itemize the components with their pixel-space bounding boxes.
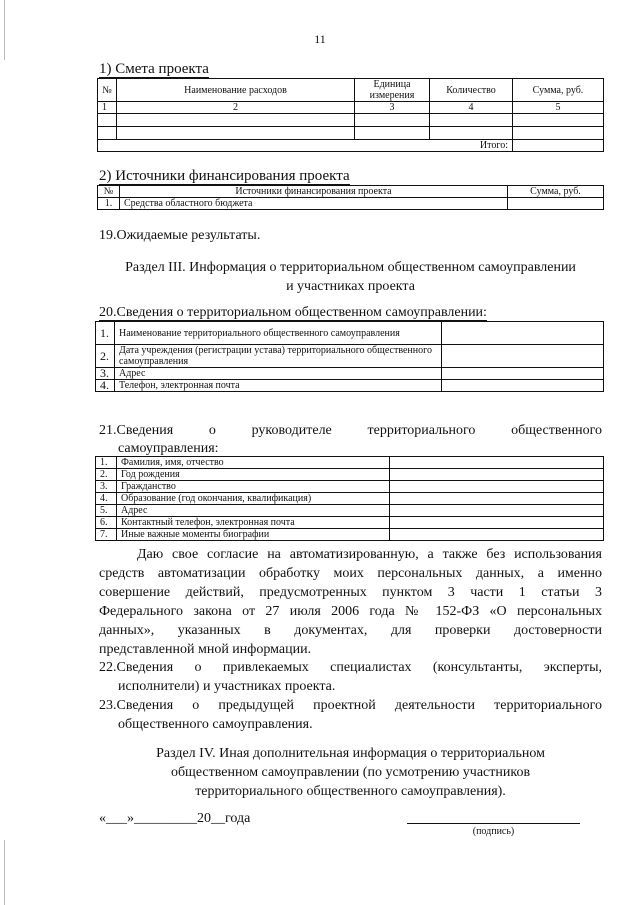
- table-row: [96, 380, 604, 392]
- section4-heading-line: территориального общественного самоуправления).: [195, 784, 506, 799]
- row-value: [390, 469, 604, 481]
- row-number: 4.: [96, 493, 117, 505]
- row-value: [390, 529, 604, 541]
- col-header-number: №: [98, 186, 120, 198]
- item22-line: 22.Сведения о привлекаемых специалистах (консультанты, эксперты,: [99, 660, 602, 675]
- table-row: [98, 127, 604, 140]
- row-value: [442, 380, 604, 392]
- table-row: [96, 517, 604, 529]
- section1-title: 1) Смета проекта: [99, 61, 209, 77]
- section4-heading-line: общественном самоуправлении (по усмотрению участников: [170, 765, 531, 780]
- item19: 19.Ожидаемые результаты.: [99, 228, 261, 243]
- cell: 5: [513, 102, 604, 114]
- cell: 4: [430, 102, 513, 114]
- cell: Средства областного бюджета: [120, 198, 508, 210]
- section3-heading-line: и участниках проекта: [286, 279, 415, 294]
- row-label: Фамилия, имя, отчество: [117, 457, 390, 469]
- row-value: [442, 322, 604, 345]
- row-number: 3.: [96, 368, 115, 380]
- col-header-sum: Сумма, руб.: [513, 79, 604, 102]
- item20-title: 20.Сведения о территориальном общественном самоуправлении:: [99, 305, 487, 320]
- consent-line: данных», указанных в документах, для проверки достоверности: [99, 623, 602, 638]
- table-row: [96, 345, 604, 368]
- item23: [99, 696, 602, 734]
- item23-line: 23.Сведения о предыдущей проектной деятельности территориального: [99, 698, 602, 713]
- row-value: [390, 493, 604, 505]
- row-label: Гражданство: [117, 481, 390, 493]
- row-number: 5.: [96, 505, 117, 517]
- col-header-expenses: Наименование расходов: [117, 79, 355, 102]
- table-row: [98, 198, 604, 210]
- row-label: Иные важные моменты биографии: [117, 529, 390, 541]
- row-label: Год рождения: [117, 469, 390, 481]
- table-row: [96, 322, 604, 345]
- tos-info-table: [95, 321, 604, 392]
- row-label: Наименование территориального общественного самоуправления: [115, 322, 442, 345]
- scan-edge-mark: [4, 0, 5, 60]
- estimate-table: [97, 78, 604, 152]
- item21-title-line: самоуправления:: [118, 441, 219, 456]
- section4-heading: [97, 744, 604, 801]
- item22-line: исполнители) и участниках проекта.: [118, 679, 336, 694]
- section3-heading: [97, 258, 604, 296]
- row-number: 3.: [96, 481, 117, 493]
- total-row: [98, 140, 604, 152]
- row-label: Контактный телефон, электронная почта: [117, 517, 390, 529]
- row-number: 1.: [96, 457, 117, 469]
- row-value: [442, 368, 604, 380]
- date-line: «___»_________20__года: [99, 811, 251, 826]
- row-number: 1.: [96, 322, 115, 345]
- consent-line: представленной мной информации.: [99, 642, 312, 657]
- row-label: Адрес: [115, 368, 442, 380]
- item22: [99, 658, 602, 696]
- cell: [508, 198, 604, 210]
- row-value: [390, 505, 604, 517]
- row-number: 2.: [96, 469, 117, 481]
- table-row: [96, 469, 604, 481]
- row-number: 4.: [96, 380, 115, 392]
- cell: 3: [355, 102, 430, 114]
- table-row: [96, 457, 604, 469]
- row-number: 2.: [96, 345, 115, 368]
- consent-paragraph: [99, 545, 602, 659]
- table-row: [96, 368, 604, 380]
- row-value: [390, 517, 604, 529]
- row-label: Адрес: [117, 505, 390, 517]
- cell: 2: [117, 102, 355, 114]
- row-number: 6.: [96, 517, 117, 529]
- col-header-quantity: Количество: [430, 79, 513, 102]
- total-value: [513, 140, 604, 152]
- row-value: [390, 457, 604, 469]
- cell: 1: [98, 102, 117, 114]
- row-number: 7.: [96, 529, 117, 541]
- funding-table: [97, 185, 604, 210]
- table-row: [96, 493, 604, 505]
- item21-title-line: 21.Сведения о руководителе территориального общественного: [99, 423, 602, 438]
- cell: 1.: [98, 198, 120, 210]
- row-label: Дата учреждения (регистрации устава) территориального общественного самоуправления: [115, 345, 442, 368]
- table-row: [98, 114, 604, 127]
- signature-label: (подпись): [472, 826, 515, 837]
- col-header-source: Источники финансирования проекта: [120, 186, 508, 198]
- col-header-number: №: [98, 79, 117, 102]
- scan-edge-mark: [4, 840, 5, 905]
- total-label: Итого:: [98, 140, 513, 152]
- row-value: [442, 345, 604, 368]
- page-number: 11: [314, 32, 326, 46]
- consent-line: совершение действий, предусмотренных пунктом 3 части 1 статьи 3: [99, 585, 602, 600]
- col-header-sum: Сумма, руб.: [508, 186, 604, 198]
- section4-heading-line: Раздел IV. Иная дополнительная информация о территориальном: [156, 746, 545, 761]
- row-label: Телефон, электронная почта: [115, 380, 442, 392]
- table-row: [98, 102, 604, 114]
- consent-line: Федерального закона от 27 июля 2006 года № 152-ФЗ «О персональных: [99, 604, 602, 619]
- row-value: [390, 481, 604, 493]
- section3-heading-line: Раздел III. Информация о территориальном общественном самоуправлении: [125, 260, 576, 275]
- table-row: [96, 505, 604, 517]
- table-row: [96, 481, 604, 493]
- consent-line: Даю свое согласие на автоматизированную, а также без использования: [137, 547, 602, 562]
- table-row: [96, 529, 604, 541]
- consent-line: средств автоматизации обработку моих персональных данных, а именно: [99, 566, 602, 581]
- col-header-unit: Единица измерения: [355, 79, 430, 102]
- section2-title: 2) Источники финансирования проекта: [99, 168, 350, 184]
- row-label: Образование (год окончания, квалификация): [117, 493, 390, 505]
- leader-info-table: [95, 456, 604, 541]
- item21-title: [99, 421, 602, 457]
- item23-line: общественного самоуправления.: [118, 717, 313, 732]
- signature-line: [407, 823, 580, 824]
